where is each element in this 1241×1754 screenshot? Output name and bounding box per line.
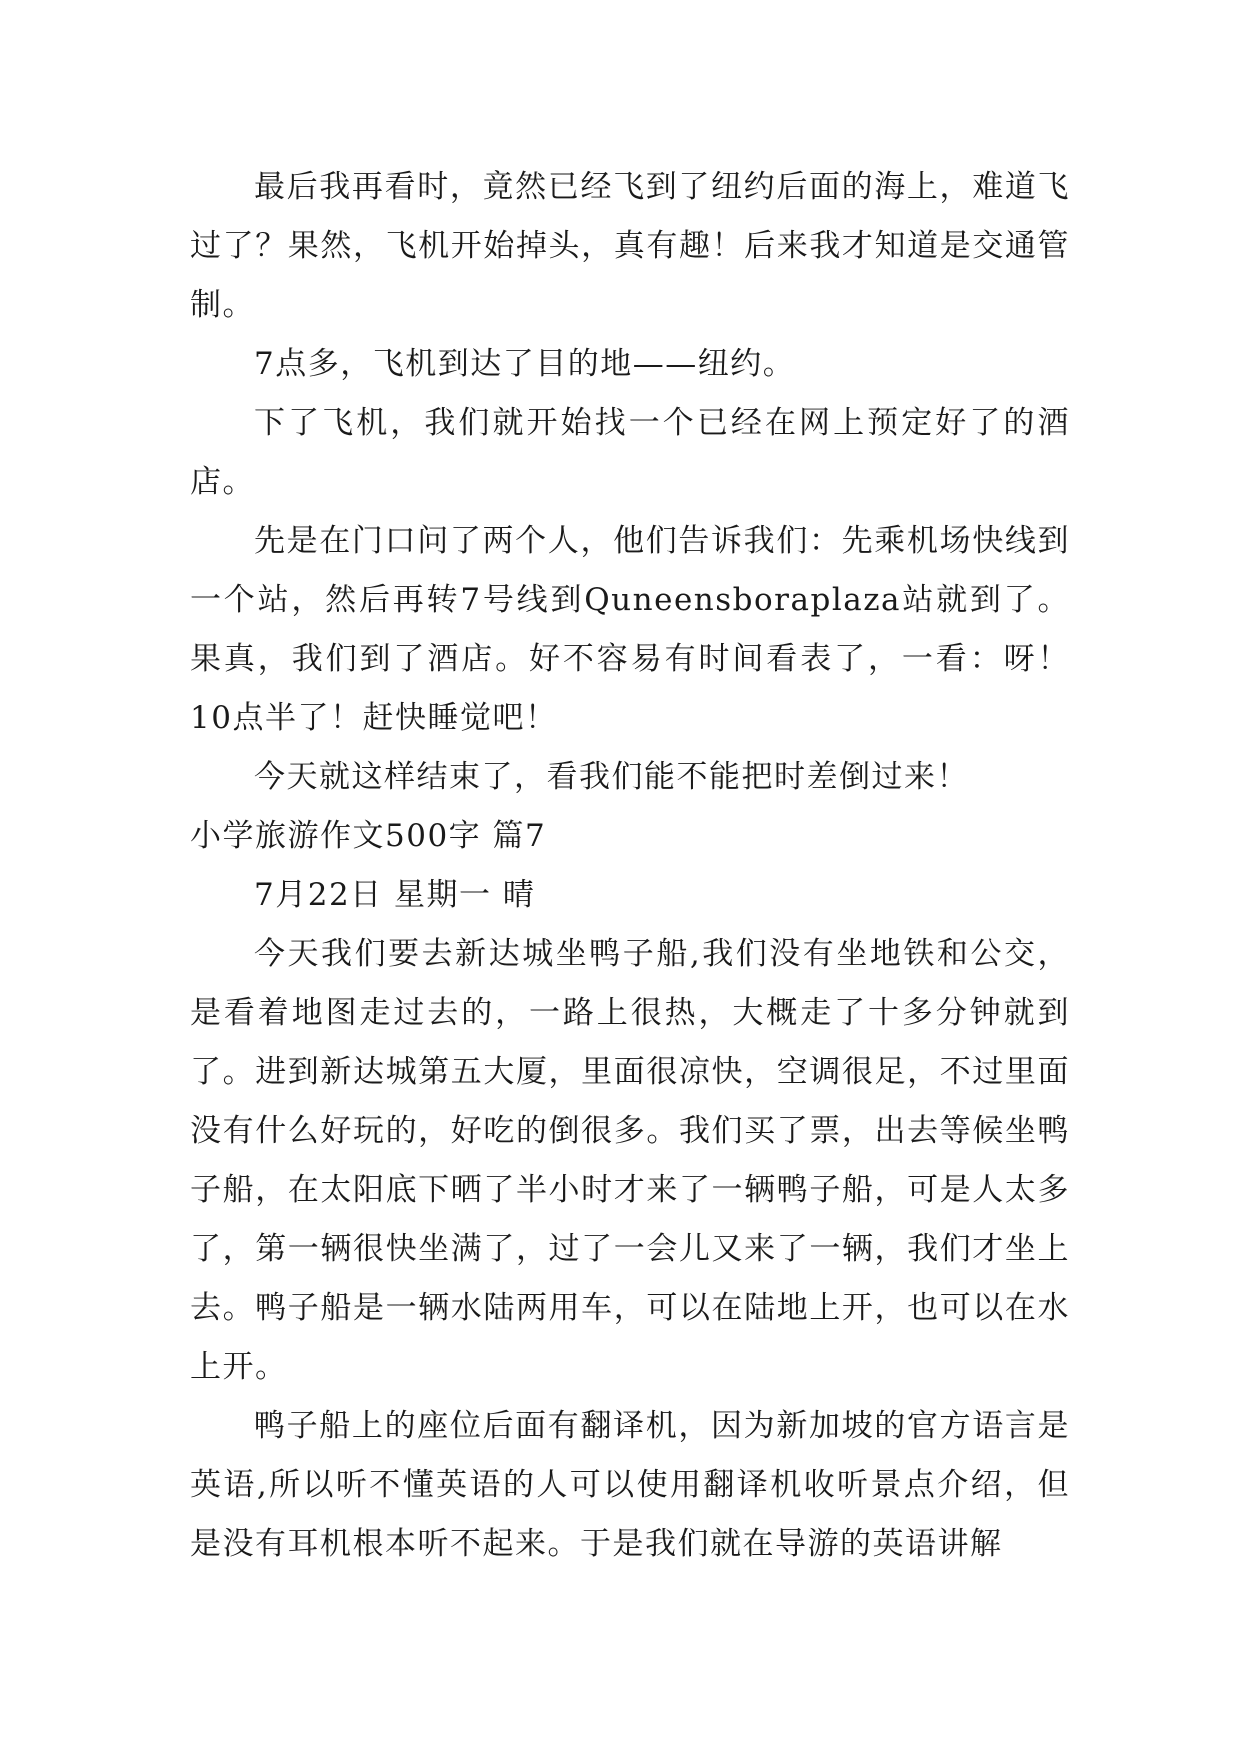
section-heading: 小学旅游作文500字 篇7 [190,818,547,854]
paragraph-translator: 鸭子船上的座位后面有翻译机，因为新加坡的官方语言是英语,所以听不懂英语的人可以使用翻译机收听景点介绍，但是没有耳机根本听不起来。于是我们就在导游的英语讲解 [190,1408,1070,1562]
paragraph-duck-boat: 今天我们要去新达城坐鸭子船,我们没有坐地铁和公交，是看着地图走过去的，一路上很热，大概走了十多分钟就到了。进到新达城第五大厦，里面很凉快，空调很足，不过里面没有什么好玩的，好吃的倒很多。我们买了票，出去等候坐鸭子船，在太阳底下晒了半小时才来了一辆鸭子船，可是人太多了，第一辆很快坐满了，过了一会儿又来了一辆，我们才坐上去。鸭子船是一辆水陆两用车，可以在陆地上开，也可以在水上开。 [190,936,1070,1385]
paragraph-arrival-newyork: 7点多，飞机到达了目的地——纽约。 [254,346,796,382]
date-line: 7月22日 星期一 晴 [254,877,536,913]
paragraph-day-end: 今天就这样结束了，看我们能不能把时差倒过来！ [254,759,969,795]
paragraph-find-hotel: 下了飞机，我们就开始找一个已经在网上预定好了的酒店。 [190,405,1070,500]
paragraph-directions: 先是在门口问了两个人，他们告诉我们：先乘机场快线到一个站，然后再转7号线到Quneensboraplaza站就到了。果真，我们到了酒店。好不容易有时间看表了，一看：呀！10点半了！赶快睡觉吧！ [190,523,1070,736]
article-body [190,158,1070,1574]
paragraph-plane-turn: 最后我再看时，竟然已经飞到了纽约后面的海上，难道飞过了？果然，飞机开始掉头，真有趣！后来我才知道是交通管制。 [190,169,1070,323]
